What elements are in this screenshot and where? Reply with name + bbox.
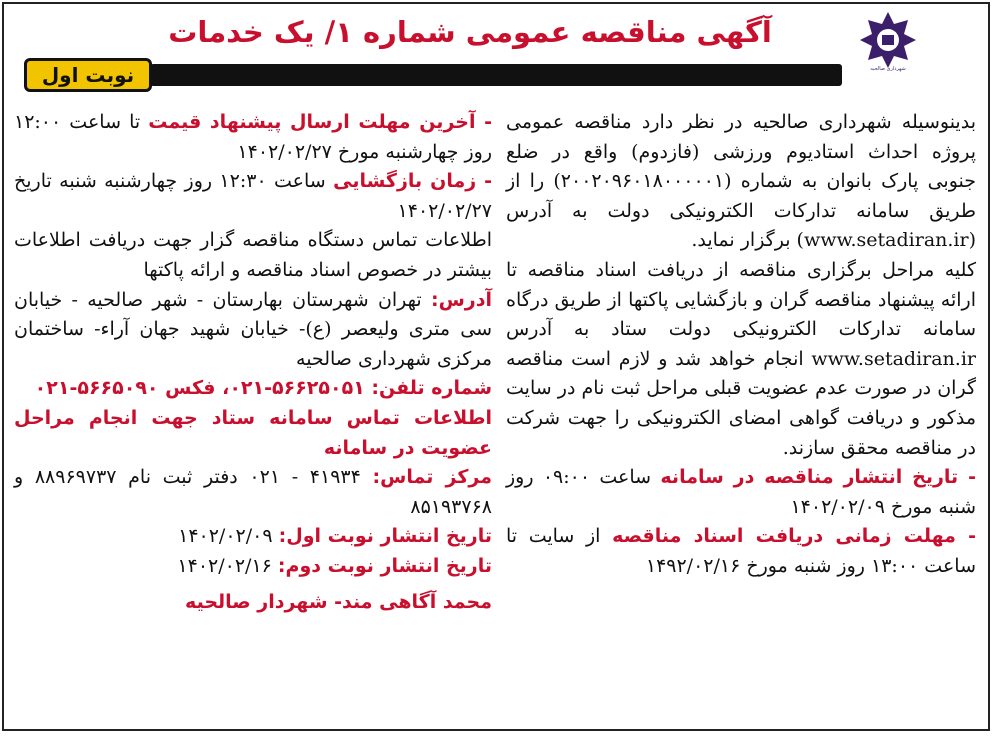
address: آدرس: تهران شهرستان بهارستان - شهر صالحیه - خیابان سی متری ولیعصر (ع)- خیابان شهید جهان آراء- ساختمان مرکزی شهرداری صالحیه bbox=[14, 288, 492, 370]
first-publication: تاریخ انتشار نوبت اول: ۱۴۰۲/۰۲/۰۹ bbox=[178, 525, 492, 548]
second-publication: تاریخ انتشار نوبت دوم: ۱۴۰۲/۰۲/۱۶ bbox=[177, 554, 492, 577]
right-column bbox=[506, 108, 976, 582]
svg-text:شهرداری صالحیه: شهرداری صالحیه bbox=[870, 66, 906, 72]
docs-deadline: - مهلت زمانی دریافت اسناد مناقصه از سایت تا ساعت ۱۳:۰۰ روز شنبه مورخ ۱۴۹۲/۰۲/۱۶ bbox=[506, 525, 976, 577]
title-bar bbox=[150, 64, 842, 86]
left-column bbox=[14, 108, 492, 617]
municipality-logo bbox=[858, 10, 918, 72]
publish-date: - تاریخ انتشار مناقصه در سامانه ساعت ۰۹:۰۰ روز شنبه مورخ ۱۴۰۲/۰۲/۰۹ bbox=[506, 466, 976, 518]
round-badge: نوبت اول bbox=[24, 58, 152, 92]
intro-paragraph: بدینوسیله شهرداری صالحیه در نظر دارد مناقصه عمومی پروژه احداث استادیوم ورزشی (فازدوم) واقع در ضلع جنوبی پارک بانوان به شماره (۲۰۰۲۰۹۶۰۱۸۰۰۰۰۰۱) را از طریق سامانه تدارکات الکترونیکی دولت به آدرس (www.setadiran.ir) برگزار نماید. bbox=[506, 111, 976, 252]
process-paragraph: کلیه مراحل برگزاری مناقصه از دریافت اسناد مناقصه تا ارائه پیشنهاد مناقصه گران و بازگشایی پاکتها از طریق درگاه سامانه تدارکات الکترونیکی دولت ستاد به آدرس www.setadiran.ir انجام خواهد شد و لازم است مناقصه گران در صورت عدم عضویت قبلی مراحل ثبت نام در سایت مذکور و دریافت گواهی امضای الکترونیکی را جهت شرکت در مناقصه محقق سازند. bbox=[506, 258, 976, 459]
setad-url: (www.setadiran.ir) bbox=[796, 229, 976, 252]
setad-url-2: www.setadiran.ir bbox=[811, 347, 976, 370]
call-center: مرکز تماس: ۴۱۹۳۴ - ۰۲۱ دفتر ثبت نام ۸۸۹۶۹۷۳۷ و ۸۵۱۹۳۷۶۸ bbox=[14, 466, 493, 518]
contact-intro: اطلاعات تماس دستگاه مناقصه گزار جهت دریافت اطلاعات بیشتر در خصوص اسناد مناقصه و ارائه پاکتها bbox=[14, 229, 492, 281]
offer-deadline: - آخرین مهلت ارسال پیشنهاد قیمت تا ساعت ۱۲:۰۰ روز چهارشنبه مورخ ۱۴۰۲/۰۲/۲۷ bbox=[14, 111, 492, 163]
notice-title: آگهی مناقصه عمومی شماره ۱/ یک خدمات bbox=[168, 15, 772, 49]
signature: محمد آگاهی مند- شهردار صالحیه bbox=[185, 590, 492, 613]
opening-time: - زمان بازگشایی ساعت ۱۲:۳۰ روز چهارشنبه شنبه تاریخ ۱۴۰۲/۰۲/۲۷ bbox=[14, 170, 493, 222]
setad-contact: اطلاعات تماس سامانه ستاد جهت انجام مراحل عضویت در سامانه bbox=[14, 406, 492, 459]
phone-fax: شماره تلفن: ۵۶۶۲۵۰۵۱-۰۲۱، فکس ۵۶۶۵۰۹۰-۰۲۱ bbox=[34, 377, 492, 400]
